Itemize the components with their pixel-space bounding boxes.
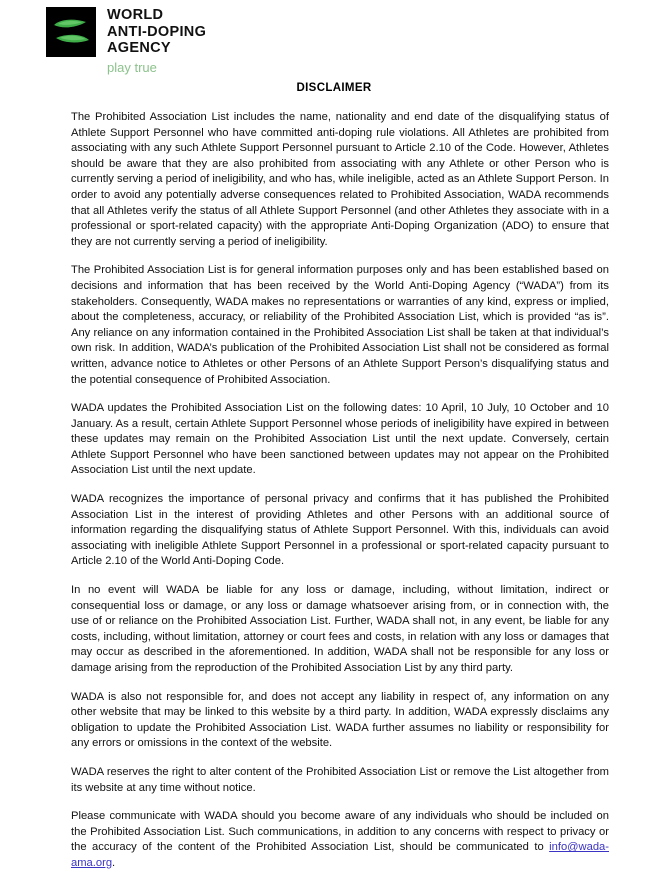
paragraph: The Prohibited Association List is for general information purposes only and has been established based on decisions and information that has been received by the World Anti-Doping Agency (“WADA”) from its stakeholders. Consequently, WADA makes no representations or warranties of any kind, express or implied, about the completeness, accuracy, or reliability of the Prohibited Association List, which is provided “as is”. Any reliance on any information contained in the Prohibited Association List shall be taken at that individual’s own risk. In addition, WADA’s publication of the Prohibited Association List shall not be considered as formal written, advance notice to Athletes or other Persons of an Athlete Support Person’s disqualifying status and the potential consequence of Prohibited Association. (71, 264, 609, 386)
paragraph: WADA recognizes the importance of personal privacy and confirms that it has published the Prohibited Association List in the interest of providing Athletes and other Persons with an additional source of information regarding the disqualifying status of Athlete Support Personnel. With this, individuals can avoid associating with ineligible Athlete Support Personnel in a professional or sport-related capacity pursuant to Article 2.10 of the World Anti-Doping Code. (71, 493, 609, 568)
wada-wordmark (107, 7, 206, 75)
paragraph: The Prohibited Association List includes the name, nationality and end date of the disqualifying status of Athlete Support Personnel who have committed anti-doping rule violations. All Athletes are prohibited from associating with any such Athlete Support Personnel pursuant to Article 2.10 of the Code. However, Athletes should be aware that they are also prohibited from associating with any Athlete or other Person who is currently serving a period of ineligibility, and who has, while ineligible, acted as an Athlete Support Person. In order to avoid any potentially adverse consequences related to Prohibited Association, WADA recommends that all Athletes verify the status of all Athlete Support Personnel (and other Athletes they associate with in a professional or sport-related capacity) with the appropriate Anti-Doping Organization (ADO) to ensure that they are not currently serving a period of ineligibility. (71, 111, 609, 248)
paragraph: In no event will WADA be liable for any loss or damage, including, without limitation, indirect or consequential loss or damage, or any loss or damage whatsoever arising from, or in connection with, the use of or reliance on the Prohibited Association List. Further, WADA shall not, in any event, be liable for any costs, including, without limitation, attorney or court fees and costs, in relation with any loss or damages that may occur as described in the aforementioned. In addition, WADA shall not be responsible for any loss or damage arising from the reproduction of the Prohibited Association List by any third party. (71, 584, 609, 674)
wordmark-line-agency: AGENCY (107, 40, 171, 56)
page-title: DISCLAIMER (296, 82, 372, 94)
paragraph: WADA is also not responsible for, and does not accept any liability in respect of, any information on any other website that may be linked to this website by a third party. In addition, WADA expressly disclaims any obligation to update the Prohibited Association List. WADA further assumes no liability or responsibility for any errors or omissions in the context of the website. (71, 690, 609, 750)
wada-leaf-mark-icon (46, 7, 96, 57)
wordmark-line-anti-doping: ANTI-DOPING (107, 23, 207, 40)
paragraph-contact (71, 809, 609, 871)
wada-tagline: play true (107, 59, 157, 75)
wada-email-link[interactable]: info@wada-ama.org (71, 841, 609, 869)
paragraph: WADA updates the Prohibited Association List on the following dates: 10 April, 10 July, 10 October and 10 January. As a result, certain Athlete Support Personnel whose periods of ineligibility have expired in between these updates may remain on the Prohibited Association List until the next update. Conversely, certain Athlete Support Personnel who have been sanctioned between updates may not appear on the Prohibited Association List until the next update. (71, 402, 609, 477)
contact-text-before: Please communicate with WADA should you become aware of any individuals who should be included on the Prohibited Association List. Such communications, in addition to any concerns with respect to privacy or the accuracy of the content of the Prohibited Association List, should be communicated to (71, 810, 609, 854)
wordmark-line-world: WORLD (107, 7, 164, 23)
contact-text-after: . (112, 856, 116, 869)
disclaimer-body (71, 110, 609, 872)
paragraph: WADA reserves the right to alter content of the Prohibited Association List or remove the List altogether from its website at any time without notice. (71, 765, 609, 794)
wada-logo (46, 7, 206, 75)
